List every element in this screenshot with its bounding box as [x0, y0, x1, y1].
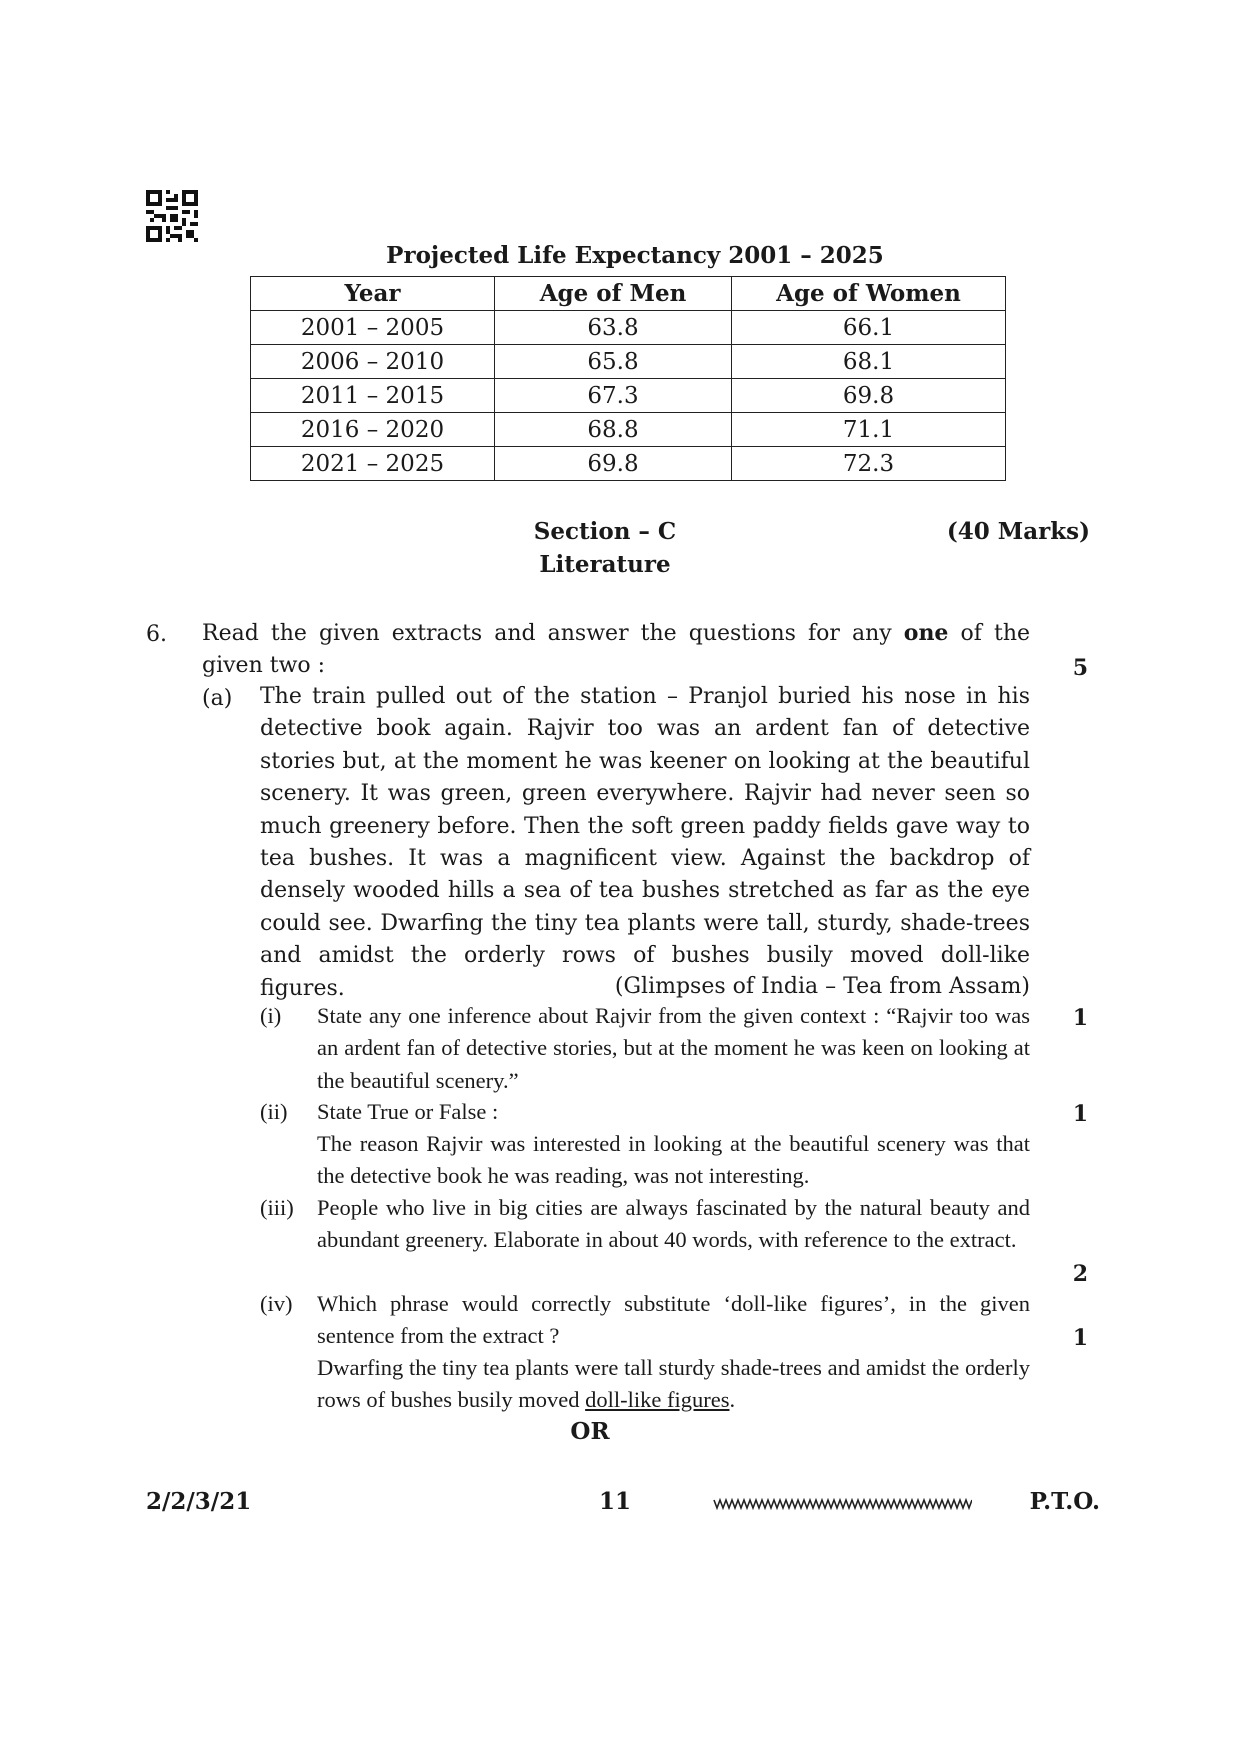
cell-women: 71.1 [732, 413, 1006, 447]
table-row [251, 447, 1006, 481]
question-marks: 5 [1072, 655, 1088, 681]
question-intro [202, 617, 1030, 683]
part-label: (a) [202, 686, 233, 711]
subquestion-label: (iii) [260, 1195, 294, 1220]
subquestion-text: State any one inference about Rajvir from the given context : “Rajvir too was an ardent fan of detective stories, but at the moment he was keen on looking at the beautiful scenery.” [317, 1003, 1030, 1093]
subquestion-marks: 2 [1072, 1261, 1088, 1287]
section-marks: (40 Marks) [946, 518, 1090, 545]
pto-label: P.T.O. [1029, 1488, 1100, 1515]
cell-men: 69.8 [495, 447, 732, 481]
cell-year: 2021 – 2025 [251, 447, 495, 481]
table-header-row [251, 277, 1006, 311]
cell-year: 2016 – 2020 [251, 413, 495, 447]
subquestion-label: (i) [260, 1003, 282, 1028]
sentence-text: Dwarfing the tiny tea plants were tall sturdy shade-trees and amidst the orderly rows of bushes busily moved [317, 1355, 1030, 1413]
paper-code: 2/2/3/21 [146, 1488, 252, 1515]
intro-emphasis: one [903, 620, 949, 646]
subquestion-label: (ii) [260, 1099, 288, 1124]
cell-men: 67.3 [495, 379, 732, 413]
cell-women: 72.3 [732, 447, 1006, 481]
cell-men: 63.8 [495, 311, 732, 345]
question-number: 6. [146, 622, 167, 647]
column-header-men: Age of Men [495, 277, 732, 311]
life-expectancy-table [250, 276, 1006, 481]
subquestion-text: People who live in big cities are always fascinated by the natural beauty and abundant greenery. Elaborate in about 40 words, with reference to the extract. [317, 1195, 1030, 1253]
or-separator: OR [570, 1418, 610, 1445]
subquestion-prompt: State True or False : [317, 1099, 499, 1124]
cell-women: 68.1 [732, 345, 1006, 379]
subquestion-text: Which phrase would correctly substitute ‘doll-like figures’, in the given sentence from the extract ? [317, 1291, 1030, 1349]
subquestion-label: (iv) [260, 1291, 293, 1316]
intro-text-end: of the given two : [202, 621, 1031, 679]
intro-text: Read the given extracts and answer the questions for any [202, 621, 904, 646]
wavy-line-icon [712, 1496, 972, 1512]
section-subtitle: Literature [539, 551, 671, 578]
table-title: Projected Life Expectancy 2001 – 2025 [386, 242, 884, 269]
cell-women: 69.8 [732, 379, 1006, 413]
section-title: Section – C [533, 518, 677, 545]
qr-code-icon [146, 190, 198, 242]
cell-men: 65.8 [495, 345, 732, 379]
subquestion-marks: 1 [1072, 1005, 1088, 1031]
sentence-end: . [729, 1387, 736, 1413]
cell-women: 66.1 [732, 311, 1006, 345]
table-row [251, 413, 1006, 447]
cell-year: 2011 – 2015 [251, 379, 495, 413]
cell-year: 2006 – 2010 [251, 345, 495, 379]
extract-text: The train pulled out of the station – Pranjol buried his nose in his detective book again. Rajvir too was an ardent fan of detective stories but, at the moment he was keener on looking at the beautiful scenery. It was green, green everywhere. Rajvir had never seen so much greenery before. Then the soft green paddy fields gave way to tea bushes. It was a magnificent view. Against the backdrop of densely wooded hills a sea of tea bushes stretched as far as the eye could see. Dwarfing the tiny tea plants were tall, sturdy, shade-trees and amidst the orderly rows of bushes busily moved doll-like figures. [260, 684, 1030, 1001]
cell-year: 2001 – 2005 [251, 311, 495, 345]
subquestion-text: The reason Rajvir was interested in looking at the beautiful scenery was that the detective book he was reading, was not interesting. [317, 1131, 1030, 1189]
table-row [251, 345, 1006, 379]
column-header-year: Year [251, 277, 495, 311]
page-number: 11 [598, 1488, 631, 1515]
subquestion-marks: 1 [1072, 1101, 1088, 1127]
subquestion-marks: 1 [1072, 1325, 1088, 1351]
column-header-women: Age of Women [732, 277, 1006, 311]
extract-source: (Glimpses of India – Tea from Assam) [614, 974, 1030, 999]
substitution-sentence [317, 1352, 1030, 1417]
table-row [251, 311, 1006, 345]
underlined-phrase: doll-like figures [585, 1387, 730, 1413]
table-row [251, 379, 1006, 413]
cell-men: 68.8 [495, 413, 732, 447]
